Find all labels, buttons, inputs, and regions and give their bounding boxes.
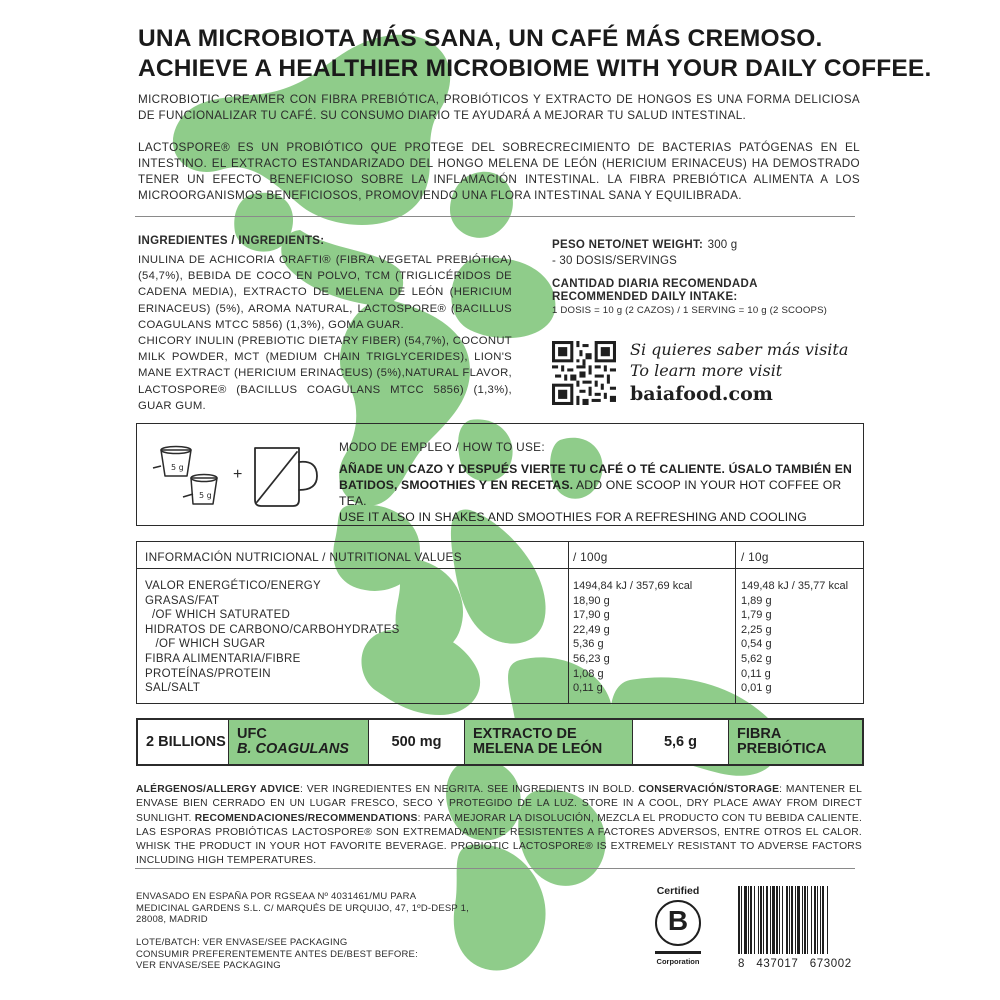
- intro-paragraph-1: MICROBIOTIC CREAMER CON FIBRA PREBIÓTICA, PROBIÓTICOS Y EXTRACTO DE HONGOS ES UNA FORMA DELICIOSA DE FUNCIONALIZAR TU CAFÉ. SU CONSUMO DIARIO TE AYUDARÁ A MEJORAR TU SALUD INTESTINAL.: [138, 93, 860, 122]
- scoop-label-1: 5 g: [171, 463, 184, 472]
- net-weight-label: PESO NETO/NET WEIGHT:: [552, 239, 704, 251]
- headline-english: ACHIEVE A HEALTHIER MICROBIOME WITH YOUR DAILY COFFEE.: [138, 55, 932, 82]
- nutrition-row-label: HIDRATOS DE CARBONO/CARBOHYDRATES: [145, 623, 400, 636]
- website-link[interactable]: baiafood.com: [630, 383, 773, 405]
- how-to-use-heading: MODO DE EMPLEO / HOW TO USE:: [339, 440, 545, 454]
- barcode-bar: [814, 886, 816, 954]
- nutrition-value-10g: 2,25 g: [741, 623, 772, 636]
- nutrition-value-100g: 0,11 g: [573, 682, 603, 695]
- recommendations-text: : PARA MEJORAR LA DISOLUCIÓN, MEZCLA EL PRODUCTO CON TU BEBIDA CALIENTE. LAS ESPORAS PROBIÓTICAS LACTOSPORE® SON EXTREMADAMENTE RESISTENTES A FACTORES ADVERSOS, ENTRE OTROS EL CALOR. WHISK THE PRODUCT IN YOUR HOT FAVORITE BEVERAGE. PROBIOTIC LACTOSPORE® IS EXTREMELY RESISTANT TO ADVERSE FACTORS INCLUDING HIGH TEMPERATURES.: [136, 812, 863, 867]
- barcode-bar: [741, 886, 742, 954]
- nutrition-value-100g: 1494,84 kJ / 357,69 kcal: [573, 580, 693, 592]
- cfu-label-line-1: UFC: [237, 726, 267, 742]
- nutrition-value-10g: 149,48 kJ / 35,77 kcal: [741, 580, 849, 592]
- barcode-bar: [807, 886, 808, 954]
- barcode-bar: [797, 886, 800, 954]
- barcode-bar: [789, 886, 790, 954]
- cfu-amount: 2 BILLIONS: [138, 720, 228, 764]
- nutrition-labels: [145, 579, 400, 696]
- nutrition-value-10g: 0,01 g: [741, 682, 772, 695]
- net-weight-doses: - 30 DOSIS/SERVINGS: [552, 255, 678, 267]
- barcode-bar: [750, 886, 752, 954]
- fiber-label-line-2: PREBIÓTICA: [737, 741, 827, 757]
- packer-line-2: MEDICINAL GARDENS S.L. C/ MARQUÉS DE URQUIJO, 47, 1ºD-DESP 1,: [136, 902, 469, 914]
- nutrition-value-100g: 18,90 g: [573, 594, 610, 607]
- barcode-bar: [782, 886, 783, 954]
- barcode-bar: [820, 886, 821, 954]
- nutrition-value-10g: 0,11 g: [741, 667, 771, 680]
- nutrition-row-label: /OF WHICH SUGAR: [145, 638, 266, 651]
- fiber-amount: 5,6 g: [632, 720, 728, 764]
- barcode-bar: [766, 886, 768, 954]
- ingredients-heading: INGREDIENTES / INGREDIENTS:: [138, 235, 325, 247]
- barcode-bar: [791, 886, 793, 954]
- intro-paragraph-2: LACTOSPORE® ES UN PROBIÓTICO QUE PROTEGE DEL SOBRECRECIMIENTO DE BACTERIAS PATÓGENAS EN EL INTESTINO. EL EXTRACTO ESTANDARIZADO DEL HONGO MELENA DE LEÓN (HERICIUM ERINACEUS) HA DEMOSTRADO TENER UN EFECTO BENEFICIOSO SOBRE LA INFLAMACIÓN INTESTINAL. LA FIBRA PREBIÓTICA ALIMENTA A LOS MICROORGANISMOS BENEFICIOSOS, PROMOVIENDO UNA FLORA INTESTINAL SANA Y EQUILIBRADA.: [138, 141, 860, 202]
- nutrition-row-label: GRASAS/FAT: [145, 594, 220, 607]
- cfu-label: [228, 720, 368, 764]
- batch-info: [136, 937, 418, 972]
- nutrition-row-label: /OF WHICH SATURATED: [145, 609, 291, 622]
- barcode-bar: [748, 886, 749, 954]
- barcode-bar: [760, 886, 762, 954]
- nutrition-row-label: FIBRA ALIMENTARIA/FIBRE: [145, 652, 301, 665]
- advice-block: [136, 783, 862, 869]
- nutrition-row-label: SAL/SALT: [145, 682, 201, 695]
- storage-label: CONSERVACIÓN/STORAGE: [638, 784, 780, 795]
- nutrition-value-10g: 0,54 g: [741, 638, 772, 651]
- nutrition-values-100g: [573, 579, 692, 696]
- highlights-bar: [136, 718, 864, 766]
- barcode-bar: [822, 886, 824, 954]
- daily-intake-value: 1 DOSIS = 10 g (2 CAZOS) / 1 SERVING = 10 g (2 SCOOPS): [552, 305, 828, 316]
- nutrition-value-100g: 17,90 g: [573, 609, 610, 622]
- barcode-bar: [763, 886, 764, 954]
- barcode-bar: [827, 886, 828, 954]
- b-corp-top-text: Certified: [656, 885, 700, 897]
- nutrition-value-100g: 1,08 g: [573, 667, 604, 680]
- learn-more: [630, 340, 848, 405]
- b-corp-logo: [645, 885, 711, 966]
- coffee-mug-icon: [249, 444, 323, 510]
- nutrition-value-100g: 5,36 g: [573, 638, 604, 651]
- lion-mane-label-line-1: EXTRACTO DE: [473, 726, 577, 742]
- barcode-bar: [754, 886, 755, 954]
- cfu-label-line-2: B. COAGULANS: [237, 741, 349, 757]
- barcode-bar: [738, 886, 740, 954]
- barcode: [736, 886, 864, 956]
- how-to-line-2-bold: BATIDOS, SMOOTHIES Y EN RECETAS.: [339, 478, 574, 492]
- lion-mane-label-line-2: MELENA DE LEÓN: [473, 741, 603, 757]
- scoop-label-2: 5 g: [199, 491, 212, 500]
- barcode-digits: 8 437017 673002: [738, 958, 852, 970]
- b-corp-bottom-text: Corporation: [656, 956, 700, 966]
- divider: [135, 216, 855, 217]
- barcode-bar: [772, 886, 775, 954]
- how-to-line-3: USE IT ALSO IN SHAKES AND SMOOTHIES FOR A REFRESHING AND COOLING: [339, 510, 807, 524]
- barcode-bar: [795, 886, 796, 954]
- allergy-text: : VER INGREDIENTES EN NEGRITA. SEE INGREDIENTS IN BOLD.: [299, 784, 639, 795]
- fiber-label-line-1: FIBRA: [737, 726, 782, 742]
- b-corp-underline: [655, 951, 701, 954]
- learn-more-en: To learn more visit: [630, 361, 783, 380]
- storage-text: : MANTENER EL ENVASE BIEN CERRADO EN UN LUGAR FRESCO, SECO Y PROTEGIDO DE LA LUZ. STORE IN A COOL, DRY PLACE AWAY FROM DIRECT SUNLIGHT.: [136, 784, 863, 824]
- header-divider: [137, 568, 863, 569]
- barcode-bar: [758, 886, 759, 954]
- daily-intake-label-en: RECOMMENDED DAILY INTAKE:: [552, 291, 738, 303]
- daily-intake-label-es: CANTIDAD DIARIA RECOMENDADA: [552, 278, 758, 290]
- net-weight: [552, 235, 852, 267]
- measuring-scoops-icon: [151, 442, 223, 512]
- qr-code-icon: [552, 341, 616, 405]
- nutrition-value-100g: 56,23 g: [573, 652, 610, 665]
- fiber-label: [728, 720, 862, 764]
- headline: [138, 24, 988, 84]
- batch-line-1: LOTE/BATCH: VER ENVASE/SEE PACKAGING: [136, 937, 348, 948]
- nutrition-value-10g: 1,89 g: [741, 594, 772, 607]
- packer-info: [136, 891, 469, 926]
- barcode-bar: [817, 886, 818, 954]
- divider: [135, 868, 855, 869]
- daily-intake: [552, 278, 852, 316]
- barcode-bar: [770, 886, 771, 954]
- nutrition-table: [136, 541, 864, 704]
- barcode-bar: [811, 886, 812, 954]
- nutrition-values-10g: [741, 579, 848, 696]
- plus-sign: +: [233, 466, 243, 483]
- column-divider: [735, 542, 736, 703]
- lion-mane-amount: 500 mg: [368, 720, 464, 764]
- batch-line-3: VER ENVASE/SEE PACKAGING: [136, 960, 281, 971]
- net-weight-value: 300 g: [707, 239, 738, 251]
- nutrition-value-10g: 1,79 g: [741, 609, 772, 622]
- recommendations-label: RECOMENDACIONES/RECOMMENDATIONS: [194, 812, 418, 824]
- allergy-label: ALÉRGENOS/ALLERGY ADVICE: [136, 784, 300, 795]
- headline-spanish: UNA MICROBIOTA MÁS SANA, UN CAFÉ MÁS CREMOSO.: [138, 25, 823, 52]
- nutrition-heading: INFORMACIÓN NUTRICIONAL / NUTRITIONAL VALUES: [145, 550, 462, 564]
- packer-line-3: 28008, MADRID: [136, 914, 208, 925]
- column-divider: [568, 542, 569, 703]
- barcode-bar: [744, 886, 747, 954]
- nutrition-row-label: PROTEÍNAS/PROTEIN: [145, 667, 271, 680]
- barcode-bar: [802, 886, 803, 954]
- ingredients-spanish: INULINA DE ACHICORIA ORAFTI® (FIBRA VEGETAL PREBIÓTICA) (54,7%), BEBIDA DE COCO EN POLVO, TCM (TRIGLICÉRIDOS DE CADENA MEDIA), EXTRACTO DE MELENA DE LEÓN (HERICIUM ERINACEUS) (5%), AROMA NATURAL, LACTOSPORE® (BACILLUS COAGULANS MTCC 5856) (1,3%), GOMA GUAR.: [138, 254, 512, 331]
- how-to-use-box: [136, 423, 864, 526]
- lion-mane-label: [464, 720, 632, 764]
- barcode-bar: [779, 886, 780, 954]
- ingredients-english: CHICORY INULIN (PREBIOTIC DIETARY FIBER) (54,7%), COCONUT MILK POWDER, MCT (MEDIUM CHAIN TRIGLYCERIDES), LION'S MANE EXTRACT (HERICIUM ERINACEUS) (5%),NATURAL FLAVOR, LACTOSPORE® (BACILLUS COAGULANS MTCC 5856) (1,3%), GUAR GUM.: [138, 335, 512, 412]
- how-to-line-1: AÑADE UN CAZO Y DESPUÉS VIERTE TU CAFÉ O TÉ CALIENTE. ÚSALO TAMBIÉN EN: [339, 462, 852, 476]
- nutrition-row-label: VALOR ENERGÉTICO/ENERGY: [145, 580, 322, 592]
- per-100g-header: / 100g: [573, 550, 608, 564]
- batch-line-2: CONSUMIR PREFERENTEMENTE ANTES DE/BEST BEFORE:: [136, 948, 418, 960]
- barcode-bars: [736, 886, 864, 956]
- b-corp-letter: B: [667, 905, 689, 936]
- packer-line-1: ENVASADO EN ESPAÑA POR RGSEAA Nº 4031461/MU PARA: [136, 891, 417, 902]
- barcode-bar: [786, 886, 788, 954]
- nutrition-value-100g: 22,49 g: [573, 623, 610, 636]
- nutrition-value-10g: 5,62 g: [741, 652, 772, 665]
- barcode-bar: [804, 886, 806, 954]
- barcode-bar: [776, 886, 778, 954]
- learn-more-es: Si quieres saber más visita: [630, 340, 849, 359]
- b-corp-circle: [655, 900, 701, 946]
- per-10g-header: / 10g: [741, 550, 769, 564]
- how-to-line-2: ADD ONE SCOOP IN YOUR HOT COFFEE OR TEA.: [339, 478, 842, 508]
- how-to-use-text: [339, 461, 859, 525]
